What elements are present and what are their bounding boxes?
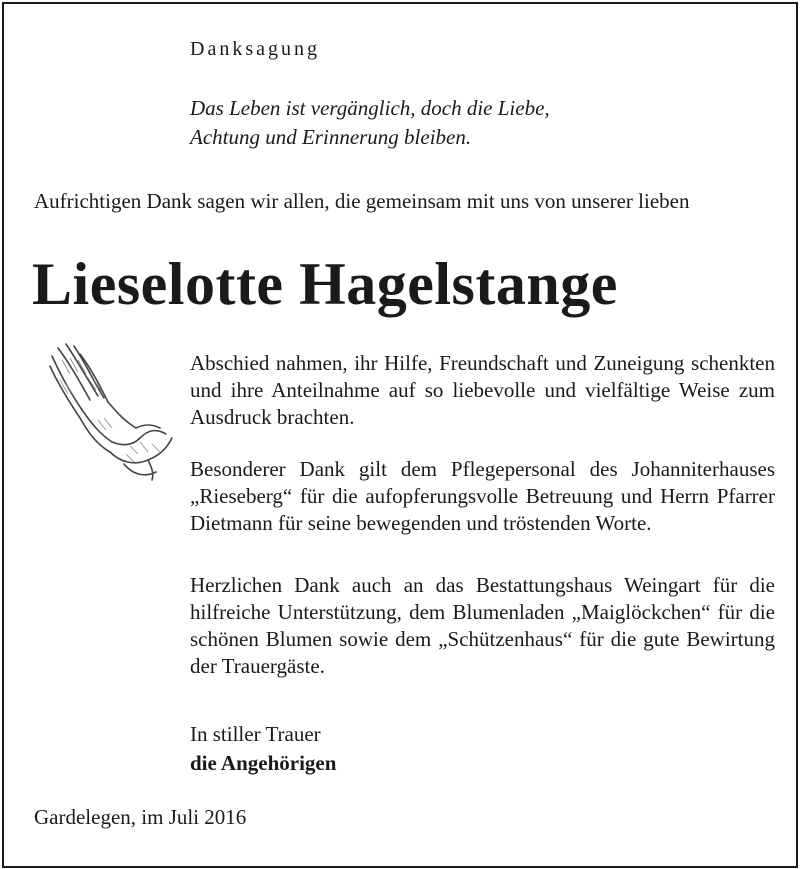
deceased-name: Lieselotte Hagelstange: [32, 251, 618, 317]
obituary-card: [2, 2, 798, 868]
paragraph-special-thanks: Besonderer Dank gilt dem Pflegepersonal des Johanniterhauses „Rieseberg“ für die aufopferungsvolle Betreuung und Herrn Pfarrer Dietmann für seine bewegenden und tröstenden Worte.: [190, 457, 775, 535]
closing: [190, 720, 336, 778]
heading: Danksagung: [190, 38, 320, 60]
closing-line-1: In stiller Trauer: [190, 722, 321, 746]
paragraph-further-thanks: Herzlichen Dank auch an das Bestattungshaus Weingart für die hilfreiche Unterstützung, dem Blumenladen „Maiglöckchen“ für die schönen Blumen sowie dem „Schützenhaus“ für die gute Bewirtung der Trauergäste.: [190, 573, 775, 678]
paragraph-farewell: Abschied nahmen, ihr Hilfe, Freundschaft und Zuneigung schenkten und ihre Anteilnahme auf so liebevolle und vielfältige Weise zum Ausdruck brachten.: [190, 351, 775, 429]
closing-signature: [190, 749, 336, 778]
quote-line-1: Das Leben ist vergänglich, doch die Liebe,: [190, 96, 550, 120]
intro-text: Aufrichtigen Dank sagen wir allen, die gemeinsam mit uns von unserer lieben: [34, 189, 690, 213]
quote-line-2: Achtung und Erinnerung bleiben.: [190, 125, 472, 149]
place-and-date: Gardelegen, im Juli 2016: [34, 805, 247, 829]
closing-line-2: die Angehörigen: [190, 751, 337, 775]
quote: [190, 94, 550, 152]
praying-hands-icon: [40, 334, 180, 484]
